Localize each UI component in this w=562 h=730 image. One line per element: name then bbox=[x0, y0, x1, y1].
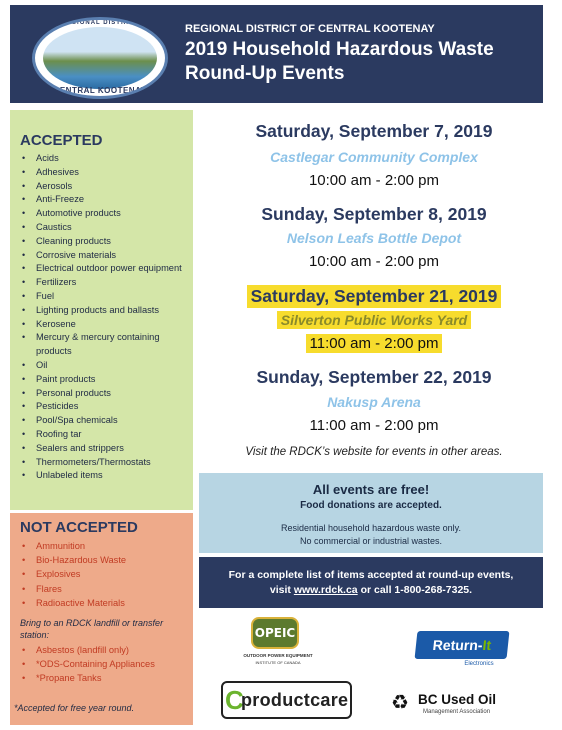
info-suffix: or call 1-800-268-7325. bbox=[357, 584, 473, 596]
list-item: • Paint products bbox=[20, 373, 190, 387]
event-location: Nelson Leafs Bottle Depot bbox=[286, 230, 462, 246]
list-item: • Lighting products and ballasts bbox=[20, 304, 190, 318]
accepted-heading: ACCEPTED bbox=[20, 132, 103, 149]
not-accepted-heading: NOT ACCEPTED bbox=[20, 519, 138, 536]
list-item: • Caustics bbox=[20, 221, 190, 235]
free-subtitle: Food donations are accepted. bbox=[300, 500, 442, 511]
list-item: • Asbestos (landfill only) bbox=[20, 643, 190, 657]
list-item: • Acids bbox=[20, 152, 190, 166]
header-banner bbox=[10, 5, 543, 103]
event-location-highlighted bbox=[200, 311, 548, 329]
event-time: 10:00 am - 2:00 pm bbox=[308, 172, 440, 189]
list-item: • Fertilizers bbox=[20, 276, 190, 290]
info-line-2 bbox=[199, 584, 543, 596]
list-item: • Aerosols bbox=[20, 180, 190, 194]
not-accepted-list bbox=[20, 539, 190, 610]
return-it-main: Return- bbox=[431, 637, 484, 653]
list-item: • Sealers and strippers bbox=[20, 442, 190, 456]
list-item: • Explosives bbox=[20, 567, 190, 581]
list-item: • Unlabeled items bbox=[20, 469, 190, 483]
event-date-text: Saturday, September 21, 2019 bbox=[247, 285, 502, 308]
list-item: • Flares bbox=[20, 582, 190, 596]
accepted-list bbox=[20, 152, 190, 483]
footnote: *Accepted for free year round. bbox=[14, 703, 135, 713]
bc-used-oil-subtitle: Management Association bbox=[423, 709, 491, 715]
free-title: All events are free! bbox=[312, 482, 430, 497]
event-date-highlighted bbox=[200, 285, 548, 308]
return-it-badge bbox=[415, 631, 510, 659]
organization-name: REGIONAL DISTRICT OF CENTRAL KOOTENAY bbox=[185, 23, 435, 35]
list-item: • Pool/Spa chemicals bbox=[20, 414, 190, 428]
free-note-residential: Residential household hazardous waste only. bbox=[281, 523, 461, 533]
list-item: • Adhesives bbox=[20, 166, 190, 180]
landfill-note: Bring to an RDCK landfill or transfer station: bbox=[20, 618, 164, 640]
free-note-commercial: No commercial or industrial wastes. bbox=[299, 536, 443, 546]
list-item: • Personal products bbox=[20, 387, 190, 401]
event-time-text: 11:00 am - 2:00 pm bbox=[306, 334, 443, 353]
list-item: • Cleaning products bbox=[20, 235, 190, 249]
rdck-logo bbox=[32, 17, 168, 99]
list-item: • Pesticides bbox=[20, 400, 190, 414]
return-it-subtitle: Electronics bbox=[464, 661, 494, 667]
event-location: Castlegar Community Complex bbox=[270, 149, 478, 165]
info-prefix: visit bbox=[269, 584, 294, 596]
list-item: • Oil bbox=[20, 359, 190, 373]
productcare-mark-icon: C bbox=[225, 685, 244, 715]
opeic-subtitle: OUTDOOR POWER EQUIPMENT bbox=[243, 653, 313, 658]
return-it-accent: It bbox=[481, 637, 493, 653]
list-item: • *ODS-Containing Appliances bbox=[20, 657, 190, 671]
visit-note: Visit the RDCK’s website for events in other areas. bbox=[245, 446, 503, 458]
bc-used-oil-logo bbox=[391, 690, 521, 722]
logo-landscape-image bbox=[43, 27, 157, 89]
list-item: • *Propane Tanks bbox=[20, 671, 190, 685]
opeic-logo bbox=[233, 615, 323, 670]
list-item: • Roofing tar bbox=[20, 428, 190, 442]
title-line-1: 2019 Household Hazardous Waste bbox=[185, 39, 494, 60]
list-item: • Ammunition bbox=[20, 539, 190, 553]
list-item: • Mercury & mercury containing products bbox=[20, 331, 190, 359]
list-item: • Kerosene bbox=[20, 318, 190, 332]
list-item: • Corrosive materials bbox=[20, 249, 190, 263]
productcare-logo bbox=[221, 681, 352, 719]
event-location-text: Silverton Public Works Yard bbox=[277, 311, 471, 329]
opeic-subtitle-2: INSTITUTE OF CANADA bbox=[255, 660, 301, 665]
opeic-badge: OPEIC bbox=[251, 617, 299, 649]
not-accepted-panel bbox=[10, 513, 193, 725]
list-item: • Anti-Freeze bbox=[20, 193, 190, 207]
list-item: • Automotive products bbox=[20, 207, 190, 221]
list-item: • Thermometers/Thermostats bbox=[20, 456, 190, 470]
event-time-highlighted bbox=[200, 334, 548, 353]
info-line-1: For a complete list of items accepted at round-up events, bbox=[228, 569, 514, 581]
list-item: • Electrical outdoor power equipment bbox=[20, 262, 190, 276]
event-time: 11:00 am - 2:00 pm bbox=[309, 417, 439, 434]
title-line-2: Round-Up Events bbox=[185, 63, 345, 84]
info-box bbox=[199, 557, 543, 608]
page-title bbox=[185, 38, 535, 86]
free-events-box bbox=[199, 473, 543, 553]
list-item: • Bio-Hazardous Waste bbox=[20, 553, 190, 567]
event-date: Sunday, September 22, 2019 bbox=[256, 367, 492, 387]
event-date: Sunday, September 8, 2019 bbox=[261, 204, 487, 224]
logo-text-bottom: CENTRAL KOOTENAY bbox=[53, 86, 147, 95]
accepted-panel bbox=[10, 110, 193, 510]
productcare-wordmark: productcare bbox=[241, 690, 349, 710]
rdck-website-link[interactable]: www.rdck.ca bbox=[293, 584, 358, 596]
recycle-icon: ♻ bbox=[391, 692, 409, 714]
bc-used-oil-title: BC Used Oil bbox=[418, 692, 497, 707]
event-time: 10:00 am - 2:00 pm bbox=[308, 253, 440, 270]
list-item: • Radioactive Materials bbox=[20, 596, 190, 610]
event-location: Nakusp Arena bbox=[327, 394, 421, 410]
event-date: Saturday, September 7, 2019 bbox=[255, 121, 493, 141]
list-item: • Fuel bbox=[20, 290, 190, 304]
landfill-list bbox=[20, 643, 190, 686]
return-it-logo bbox=[404, 627, 514, 672]
logo-text-top: REGIONAL DISTRICT bbox=[61, 20, 139, 26]
